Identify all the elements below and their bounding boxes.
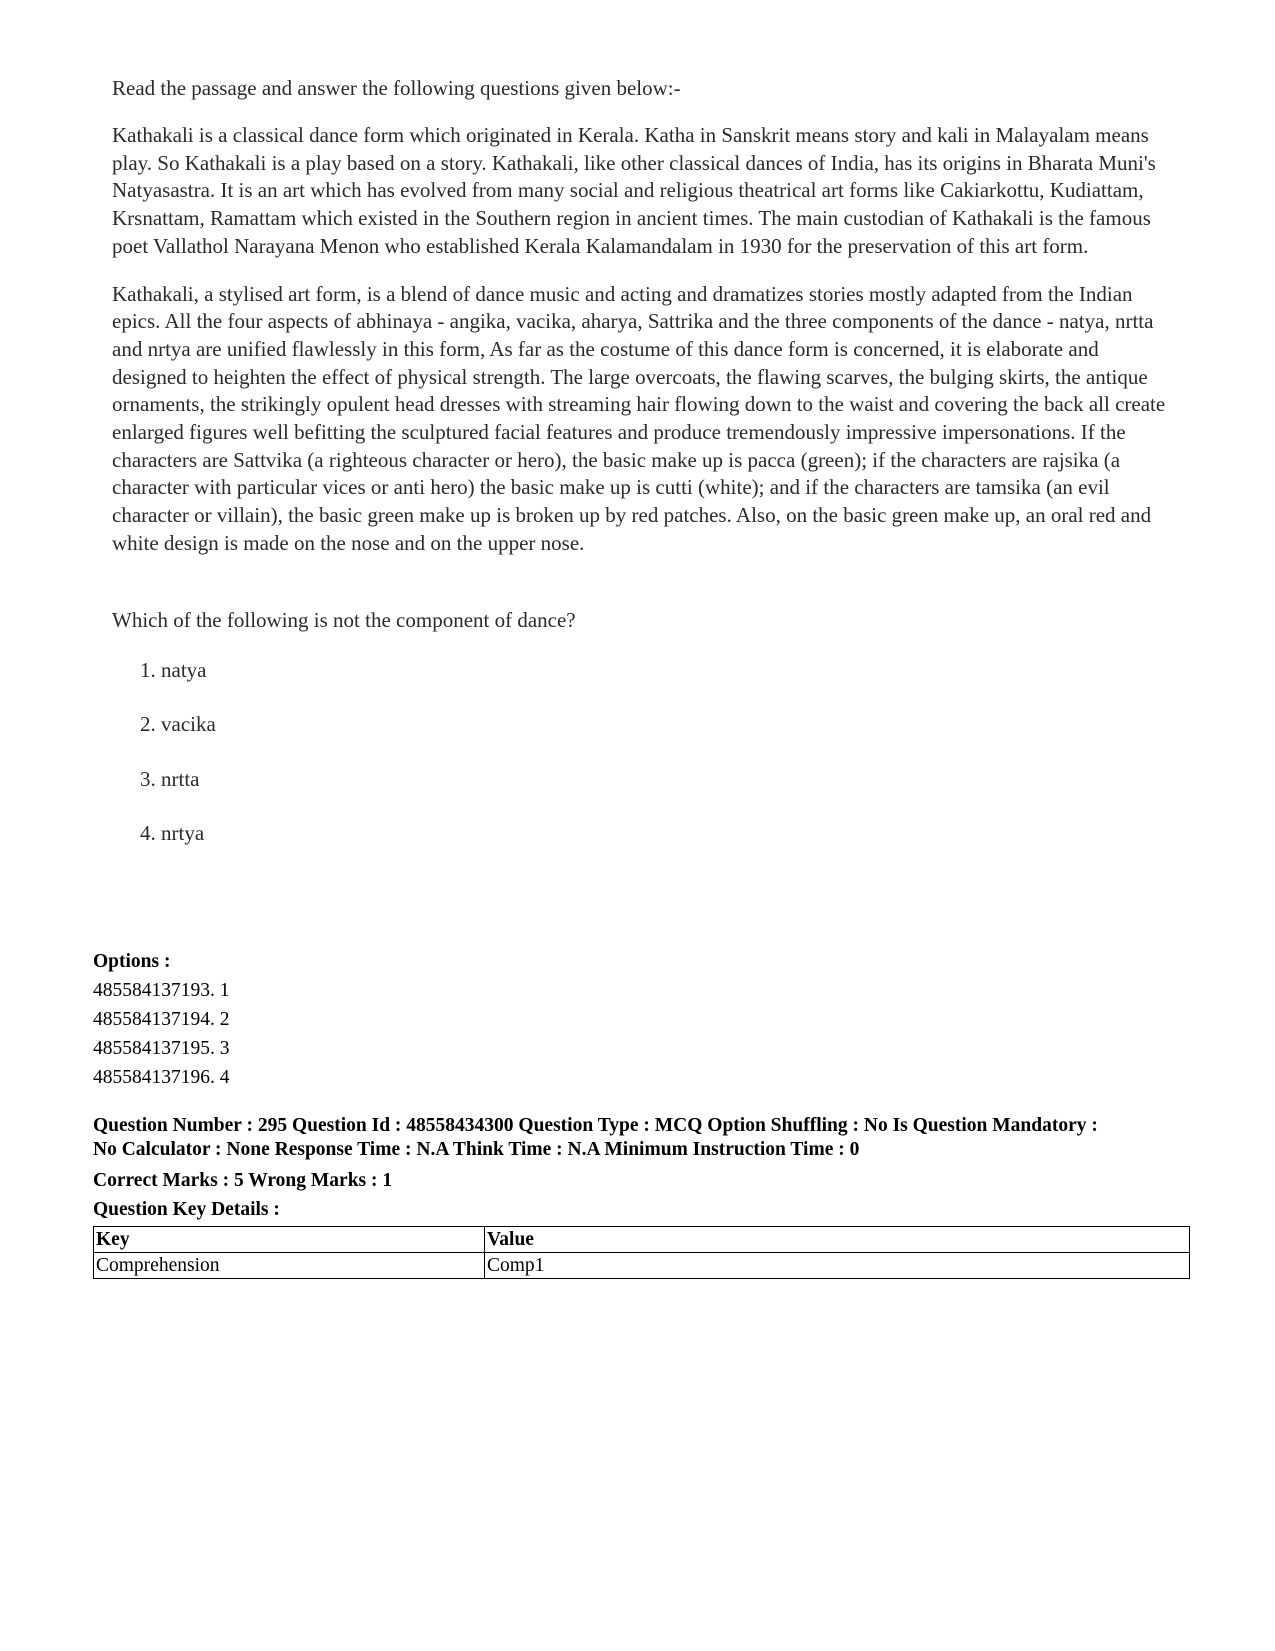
choice-item: 4. nrtya (140, 821, 205, 846)
passage-intro: Read the passage and answer the following questions given below:- (112, 76, 681, 100)
choice-item: 1. natya (140, 657, 207, 682)
marks-info: Correct Marks : 5 Wrong Marks : 1 (93, 1170, 393, 1191)
options-label: Options : (93, 951, 171, 972)
table-cell-key: Comprehension (94, 1253, 485, 1279)
table-header-key: Key (94, 1227, 485, 1253)
question-meta (93, 947, 1193, 1279)
passage-paragraph-1: Kathakali is a classical dance form which originated in Kerala. Katha in Sanskrit means story and kali in Malayalam means play. So Kathakali is a play based on a story. Kathakali, like other classical dances of India, has its origins in Bharata Muni's Natyasastra. It is an art which has evolved from many social and religious theatrical art forms like Cakiarkottu, Kudiattam, Krsnattam, Ramattam which existed in the Southern region in ancient times. The main custodian of Kathakali is the famous poet Vallathol Narayana Menon who established Kerala Kalamandalam in 1930 for the preservation of this art form. (112, 123, 1156, 258)
table-cell-value: Comp1 (485, 1253, 1190, 1279)
options-list (93, 976, 1193, 1092)
option-item: 485584137195. 3 (93, 1038, 230, 1059)
table-header-row (94, 1227, 1190, 1253)
option-item: 485584137196. 4 (93, 1067, 230, 1088)
question-text: Which of the following is not the component of dance? (112, 607, 576, 632)
table-header-value: Value (485, 1227, 1190, 1253)
choice-item: 3. nrtta (140, 766, 200, 791)
table-row (94, 1253, 1190, 1279)
key-details-label: Question Key Details : (93, 1199, 280, 1220)
choice-item: 2. vacika (140, 712, 216, 737)
passage-image (112, 74, 1172, 874)
option-item: 485584137194. 2 (93, 1009, 230, 1030)
question-info-line-1: Question Number : 295 Question Id : 48558434300 Question Type : MCQ Option Shuffling : No Is Question Mandatory : (93, 1115, 1098, 1136)
key-details-table (93, 1226, 1190, 1279)
option-item: 485584137193. 1 (93, 980, 230, 1001)
passage-paragraph-2: Kathakali, a stylised art form, is a blend of dance music and acting and dramatizes stories mostly adapted from the Indian epics. All the four aspects of abhinaya - angika, vacika, aharya, Sattrika and the three components of the dance - natya, nrtta and nrtya are unified flawlessly in this form, As far as the costume of this dance form is concerned, it is elaborate and designed to heighten the effect of physical strength. The large overcoats, the flawing scarves, the bulging skirts, the antique ornaments, the strikingly opulent head dresses with streaming hair flowing down to the waist and covering the back all create enlarged figures well befitting the sculptured facial features and produce tremendously impressive impersonations. If the characters are Sattvika (a righteous character or hero), the basic make up is pacca (green); if the characters are rajsika (a character with particular vices or anti hero) the basic make up is cutti (white); and if the characters are tamsika (an evil character or villain), the basic green make up is broken up by red patches. Also, on the basic green make up, an oral red and white design is made on the nose and on the upper nose. (112, 281, 1166, 555)
choice-list (112, 656, 1172, 874)
question-info-line-2: No Calculator : None Response Time : N.A Think Time : N.A Minimum Instruction Time : 0 (93, 1139, 860, 1160)
question-info (93, 1114, 1193, 1162)
